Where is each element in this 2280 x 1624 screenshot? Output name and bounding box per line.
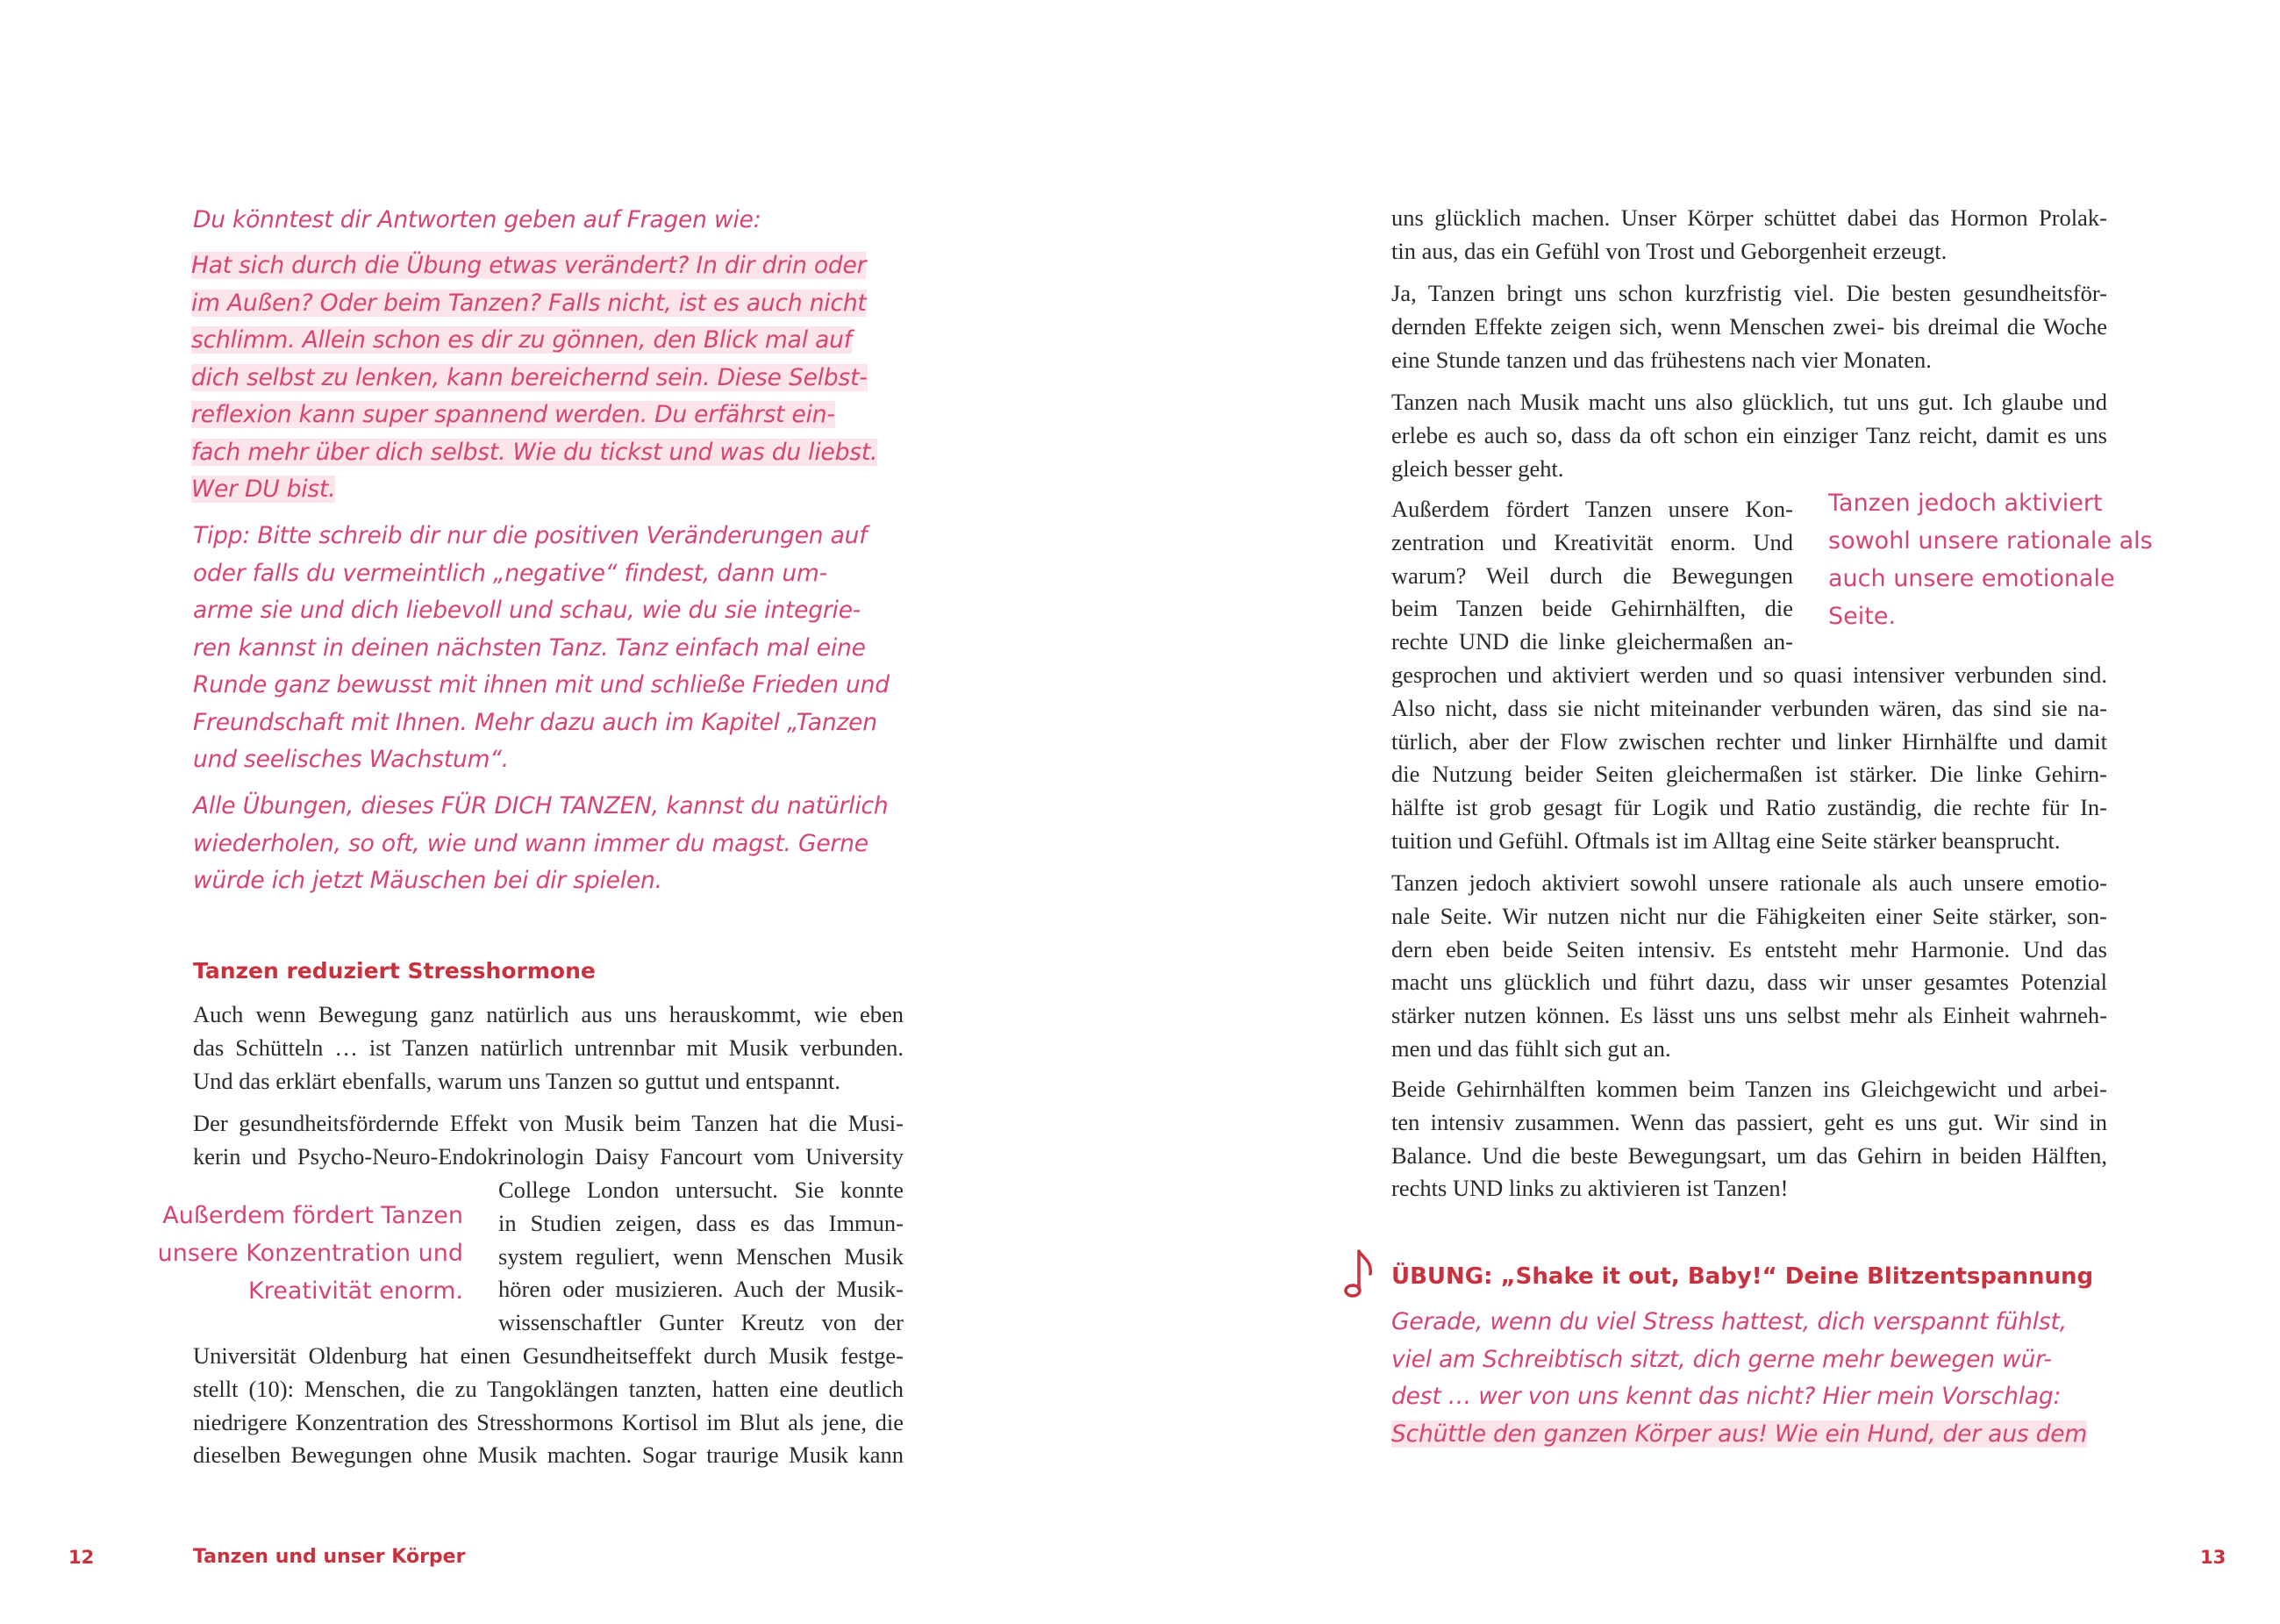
page-number-left: 12 — [68, 1547, 95, 1568]
body-paragraph-1 — [193, 998, 904, 1098]
body-line: Tanzen nach Musik macht uns also glücklich, tut uns gut. Ich glaube und — [1391, 389, 2107, 415]
body-line: Und das erklärt ebenfalls, warum uns Tanzen so guttut und entspannt. — [193, 1067, 841, 1094]
exercise-text — [1391, 1304, 2111, 1453]
body-line: Außerdem fördert Tanzen unsere Kon- — [1391, 496, 1793, 522]
body-line: erlebe es auch so, dass da oft schon ein einziger Tanz reicht, damit es uns — [1391, 421, 2107, 448]
right-paragraph-4-wrap — [1391, 493, 1793, 659]
tip-line: ren kannst in deinen nächsten Tanz. Tanz einfach mal eine — [193, 633, 866, 662]
music-note-icon — [1344, 1246, 1376, 1302]
right-page — [1140, 0, 2280, 1624]
body-line: College London untersucht. Sie konnte — [498, 1177, 904, 1203]
body-line: türlich, aber der Flow zwischen rechter und linker Hirnhälfte und damit — [1391, 727, 2107, 755]
tip-line: arme sie und dich liebevoll und schau, wie du sie integrie- — [193, 597, 861, 624]
right-paragraph-5 — [1391, 867, 2107, 1066]
page-number-right: 13 — [2200, 1547, 2226, 1568]
body-line: die Nutzung beider Seiten gleichermaßen ist stärker. Die linke Gehirn- — [1391, 761, 2107, 788]
tip-line: Freundschaft mit Ihnen. Mehr dazu auch im Kapitel „Tanzen — [193, 708, 877, 736]
body-line: gleich besser geht. — [1391, 454, 1564, 482]
body-line: hälfte ist grob gesagt für Logik und Ratio zuständig, die rechte für In- — [1391, 794, 2107, 821]
exercises-line: wiederholen, so oft, wie und wann immer du magst. Gerne — [193, 829, 868, 857]
body-line: men und das fühlt sich gut an. — [1391, 1034, 1671, 1062]
body-line: kerin und Psycho-Neuro-Endokrinologin Daisy Fancourt vom University — [193, 1142, 904, 1170]
pull-quote-line: Kreativität enorm. — [248, 1277, 463, 1305]
body-line: dernden Effekte zeigen sich, wenn Menschen zwei- bis dreimal die Woche — [1391, 312, 2107, 340]
body-line: macht uns glücklich und führt dazu, dass wir unser gesamtes Potenzial — [1391, 969, 2107, 996]
right-paragraph-2 — [1391, 277, 2107, 376]
tip-line: oder falls du vermeintlich „negative“ findest, dann um- — [193, 559, 827, 587]
body-line: Ja, Tanzen bringt uns schon kurzfristig viel. Die besten gesundheitsför- — [1391, 280, 2107, 306]
pull-quote-line: unsere Konzentration und — [157, 1240, 463, 1267]
section-heading: Tanzen reduziert Stresshormone — [193, 958, 596, 984]
running-footer-title: Tanzen und unser Körper — [193, 1546, 466, 1568]
tip-line: Runde ganz bewusst mit ihnen mit und schließe Frieden und — [193, 671, 890, 698]
reflection-questions — [191, 247, 893, 509]
question-line: Wer DU bist. — [191, 476, 336, 503]
right-paragraph-4 — [1391, 659, 2107, 858]
body-line: rechte UND die linke gleichermaßen an- — [1391, 628, 1793, 655]
pull-quote-line: Seite. — [1828, 603, 1897, 630]
exercises-line: Alle Übungen, dieses FÜR DICH TANZEN, kannst du natürlich — [193, 792, 889, 819]
body-line: beim Tanzen beide Gehirnhälften, die — [1391, 595, 1793, 622]
pull-quote-line: sowohl unsere rationale als — [1828, 527, 2153, 554]
right-paragraph-6 — [1391, 1073, 2107, 1205]
exercise-line-highlighted: Schüttle den ganzen Körper aus! Wie ein Hund, der aus dem — [1391, 1420, 2087, 1448]
body-line: stellt (10): Menschen, die zu Tangoklängen tanzten, hatten eine deutlich — [193, 1375, 904, 1402]
body-line: eine Stunde tanzen und das frühestens nach vier Monaten. — [1391, 346, 1932, 373]
right-paragraph-1 — [1391, 202, 2107, 268]
body-line: tuition und Gefühl. Oftmals ist im Alltag eine Seite stärker beansprucht. — [1391, 826, 2061, 854]
question-line: fach mehr über dich selbst. Wie du tickst und was du liebst. — [191, 438, 878, 466]
body-line: niedrigere Konzentration des Stresshormons Kortisol im Blut als jene, die — [193, 1408, 904, 1435]
exercise-line: dest … wer von uns kennt das nicht? Hier mein Vorschlag: — [1391, 1383, 2062, 1410]
question-line: dich selbst zu lenken, kann bereichernd sein. Diese Selbst- — [191, 363, 868, 391]
question-line: Hat sich durch die Übung etwas verändert? In dir drin oder — [191, 252, 867, 279]
exercise-line: viel am Schreibtisch sitzt, dich gerne mehr bewegen wür- — [1391, 1345, 2052, 1373]
body-paragraph-2-continued — [193, 1340, 904, 1472]
intro-line: Du könntest dir Antworten geben auf Fragen wie: — [193, 206, 761, 233]
body-line: in Studien zeigen, dass es das Immun- — [498, 1209, 904, 1236]
intro-question — [193, 202, 895, 240]
body-line: dern eben beide Seiten intensiv. Es entsteht mehr Harmonie. Und das — [1391, 935, 2107, 962]
body-line: gesprochen und aktiviert werden und so quasi intensiver verbunden sind. — [1391, 662, 2107, 688]
question-line: im Außen? Oder beim Tanzen? Falls nicht, ist es auch nicht — [191, 289, 867, 317]
body-line: uns glücklich machen. Unser Körper schüttet dabei das Hormon Prolak- — [1391, 204, 2107, 231]
body-line: das Schütteln … ist Tanzen natürlich untrennbar mit Musik verbunden. — [193, 1034, 904, 1061]
exercise-heading: ÜBUNG: „Shake it out, Baby!“ Deine Blitzentspannung — [1391, 1263, 2094, 1290]
body-line: ten intensiv zusammen. Wenn das passiert, geht es uns gut. Wir sind in — [1391, 1108, 2107, 1135]
pull-quote-right — [1828, 484, 2179, 635]
body-line: dieselben Bewegungen ohne Musik machten. Sogar traurige Musik kann — [193, 1442, 904, 1469]
body-line: Also nicht, dass sie nicht miteinander verbunden wären, das sind sie na- — [1391, 694, 2107, 721]
tip-line: Tipp: Bitte schreib dir nur die positiven Veränderungen auf — [193, 522, 868, 549]
pull-quote-line: auch unsere emotionale — [1828, 565, 2115, 592]
body-line: stärker nutzen können. Es lässt uns uns selbst mehr als Einheit wahrneh- — [1391, 1002, 2107, 1029]
body-line: Beide Gehirnhälften kommen beim Tanzen ins Gleichgewicht und arbei- — [1391, 1076, 2107, 1102]
body-line: Der gesundheitsfördernde Effekt von Musik beim Tanzen hat die Musi- — [193, 1110, 904, 1136]
body-line: hören oder musizieren. Auch der Musik- — [498, 1276, 904, 1303]
question-line: schlimm. Allein schon es dir zu gönnen, den Blick mal auf — [191, 326, 852, 354]
body-line: nale Seite. Wir nutzen nicht nur die Fähigkeiten einer Seite stärker, son- — [1391, 902, 2107, 929]
body-line: wissenschaftler Gunter Kreutz von der — [498, 1309, 904, 1336]
body-line: tin aus, das ein Gefühl von Trost und Geborgenheit erzeugt. — [1391, 237, 1948, 264]
tip-line: und seelisches Wachstum“. — [193, 746, 509, 773]
body-line: Balance. Und die beste Bewegungsart, um das Gehirn in beiden Hälften, — [1391, 1141, 2107, 1169]
body-line: Tanzen jedoch aktiviert sowohl unsere rationale als auch unsere emotio- — [1391, 869, 2107, 896]
body-line: warum? Weil durch die Bewegungen — [1391, 562, 1793, 589]
exercises-note — [193, 788, 912, 900]
body-line: Universität Oldenburg hat einen Gesundheitseffekt durch Musik festge- — [193, 1342, 904, 1369]
exercise-line: Gerade, wenn du viel Stress hattest, dich verspannt fühlst, — [1391, 1308, 2067, 1335]
body-paragraph-2-wrap — [498, 1174, 904, 1340]
question-line: reflexion kann super spannend werden. Du erfährst ein- — [191, 401, 835, 428]
pull-quote-line: Außerdem fördert Tanzen — [162, 1202, 463, 1229]
pull-quote-left — [140, 1197, 463, 1310]
body-line: system reguliert, wenn Menschen Musik — [498, 1242, 904, 1270]
right-paragraph-3 — [1391, 386, 2107, 485]
tip-paragraph — [193, 518, 912, 779]
body-line: Auch wenn Bewegung ganz natürlich aus uns herauskommt, wie eben — [193, 1001, 904, 1027]
exercises-line: würde ich jetzt Mäuschen bei dir spielen. — [193, 867, 662, 894]
body-line: zentration und Kreativität enorm. Und — [1391, 528, 1793, 555]
body-paragraph-2 — [193, 1107, 904, 1174]
pull-quote-line: Tanzen jedoch aktiviert — [1828, 490, 2103, 517]
body-line: rechts UND links zu aktivieren ist Tanzen! — [1391, 1175, 1789, 1202]
